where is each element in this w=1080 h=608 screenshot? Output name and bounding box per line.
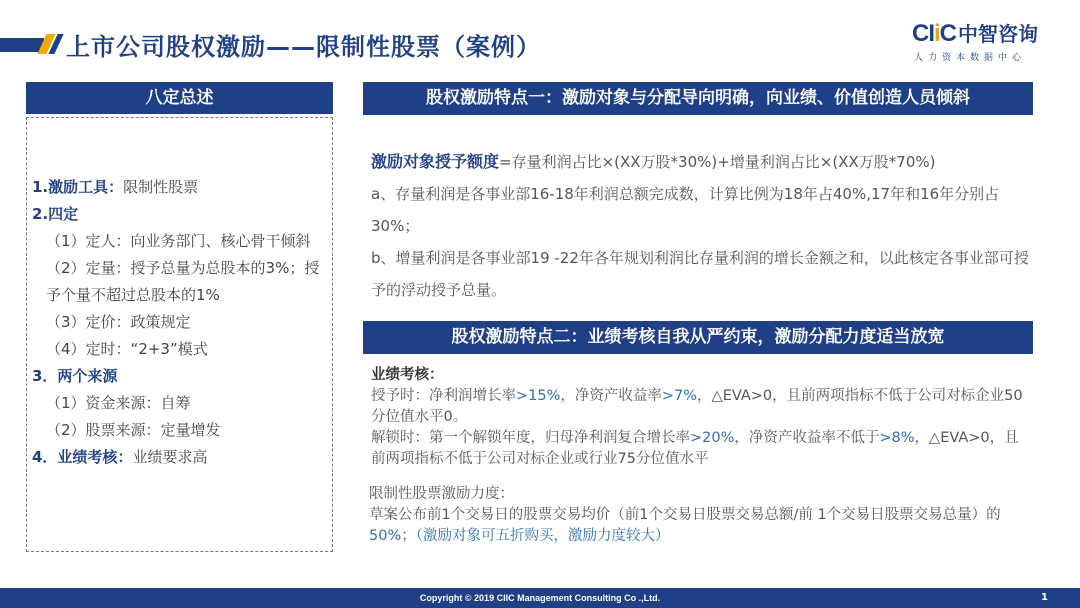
summary-subitem: （3）定价：政策规定	[46, 313, 191, 331]
feature-two-heading: 股权激励特点二：业绩考核自我从严约束，激励分配力度适当放宽	[363, 321, 1033, 354]
summary-item-performance: 4．业绩考核：业绩要求高	[32, 448, 208, 466]
summary-subitem: （1）资金来源：自筹	[46, 394, 191, 412]
ciic-logo	[912, 18, 1042, 66]
summary-content	[32, 174, 330, 471]
summary-heading: 八定总述	[26, 82, 333, 114]
feature-one-item-a: a、存量利润是各事业部16-18年利润总额完成数，计算比例为18年占40%,17年和16年分别占30%；	[371, 185, 1000, 235]
summary-item-four-settings: 2.四定	[32, 205, 79, 223]
copyright-text: Copyright © 2019 CIIC Management Consulting Co .,Ltd.	[419, 593, 661, 603]
unlock-condition: 解锁时：第一个解锁年度，归母净利润复合增长率>20%，净资产收益率不低于>8%，△EVA>0，且前两项指标不低于公司对标企业或行业75分位值水平	[371, 430, 1019, 467]
grant-condition: 授予时：净利润增长率>15%，净资产收益率>7%，△EVA>0，且前两项指标不低于公司对标企业50分位值水平0。	[371, 388, 1023, 425]
feature-two-content	[371, 365, 1031, 470]
incentive-intensity	[369, 484, 1029, 547]
summary-subitem: （2）定量：授予总量为总股本的3%；授予个量不超过总股本的1%	[46, 259, 320, 304]
page-title: 上市公司股权激励——限制性股票（案例）	[66, 33, 541, 61]
summary-subitem: （4）定时：“2+3”模式	[46, 340, 208, 358]
logo-chinese-name: 中智咨询	[958, 22, 1039, 46]
feature-one-item-b: b、增量利润是各事业部19 -22年各年规划利润比存量利润的增长金额之和，以此核定各事业部可授予的浮动授予总量。	[371, 249, 1029, 299]
feature-one-heading: 股权激励特点一：激励对象与分配导向明确，向业绩、价值创造人员倾斜	[363, 82, 1033, 115]
summary-subitem: （1）定人：向业务部门、核心骨干倾斜	[46, 232, 311, 250]
grant-formula: 激励对象授予额度=存量利润占比×(XX万股*30%)+增量利润占比×(XX万股*70%)	[371, 152, 936, 171]
feature-one-content	[371, 146, 1031, 306]
logo-mark: CIiC	[912, 20, 957, 47]
header-accent-bar	[0, 38, 44, 52]
performance-label: 业绩考核：	[371, 367, 444, 383]
summary-item-sources: 3．两个来源	[32, 367, 118, 385]
page-number: 1	[1041, 592, 1048, 603]
summary-subitem: （2）股票来源：定量增发	[46, 421, 221, 439]
intensity-detail: 草案公布前1个交易日的股票交易均价（前1个交易日股票交易总额/前 1个交易日股票交易总量）的50%；（激励对象可五折购买，激励力度较大）	[369, 507, 1001, 544]
intensity-label: 限制性股票激励力度：	[369, 486, 514, 502]
footer-bar	[0, 588, 1080, 608]
logo-subtitle: 人力资本数据中心	[914, 53, 1027, 63]
summary-item-tool: 1.激励工具：限制性股票	[32, 178, 199, 196]
